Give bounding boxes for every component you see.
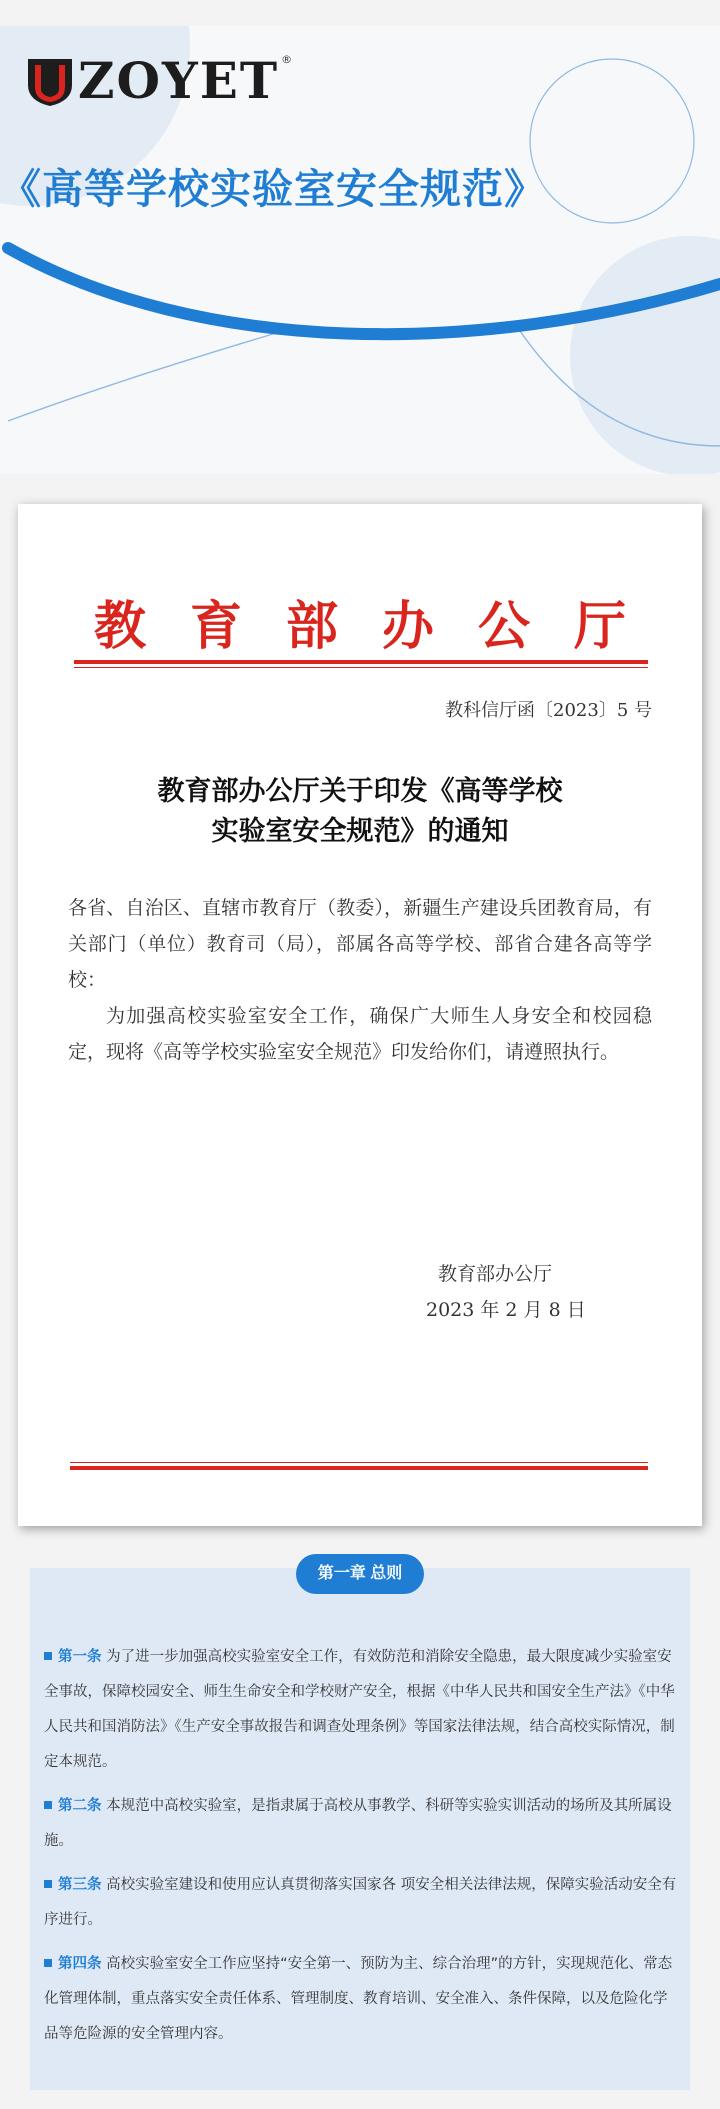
document-title [18,772,702,852]
article-item [44,1789,678,1859]
document-recipients: 各省、自治区、直辖市教育厅（教委），新疆生产建设兵团教育局，有关部门（单位）教育司（局），部属各高等学校、部省合建各高等学校： [68,897,652,991]
footer-rule-thin [70,1462,648,1463]
document-title-line2: 实验室安全规范》的通知 [211,816,509,847]
article-item [44,1640,678,1780]
bullet-square-icon [44,1959,52,1967]
header-rule-thin [74,667,648,668]
article-item [44,1868,678,1938]
article-text: 高校实验室安全工作应坚持“安全第一、预防为主、综合治理”的方针，实现规范化、常态化管理体制，重点落实安全责任体系、管理制度、教育培训、安全准入、条件保障，以及危险化学品等危险源的安全管理内容。 [44,1956,673,2042]
document-paragraph: 为加强高校实验室安全工作，确保广大师生人身安全和校园稳定，现将《高等学校实验室安全规范》印发给你们，请遵照执行。 [68,1005,652,1063]
zoyet-shield-icon [26,55,74,107]
article-text: 高校实验室建设和使用应认真贯彻落实国家各 项安全相关法律法规，保障实验活动安全有序进行。 [44,1877,677,1928]
article-item [44,1947,678,2052]
official-document [18,504,702,1526]
document-number: 教科信厅函〔2023〕5 号 [445,700,652,721]
brand-name: ZOYET [78,51,280,110]
document-signature-block [426,1256,586,1328]
bullet-square-icon [44,1880,52,1888]
registered-mark: ® [281,52,293,66]
article-list [44,1640,678,2061]
article-text: 为了进一步加强高校实验室安全工作，有效防范和消除安全隐患，最大限度减少实验室安全事故，保障校园安全、师生生命安全和学校财产安全，根据《中华人民共和国安全生产法》《中华人民共和国消防法》《生产安全事故报告和调查处理条例》等国家法律法规，结合高校实际情况，制定本规范。 [44,1649,675,1770]
document-title-line1: 教育部办公厅关于印发《高等学校 [157,776,563,807]
bullet-square-icon [44,1652,52,1660]
article-text: 本规范中高校实验室，是指隶属于高校从事教学、科研等实验实训活动的场所及其所属设施。 [44,1798,672,1849]
article-label: 第三条 [58,1877,102,1893]
banner [0,26,720,474]
bullet-square-icon [44,1801,52,1809]
document-header: 教育部办公厅 [93,596,670,657]
header-rule-thick [74,660,648,664]
article-label: 第一条 [58,1649,102,1665]
footer-rule-thick [70,1466,648,1470]
brand-logo [26,46,292,116]
banner-title: 《高等学校实验室安全规范》 [0,165,546,213]
document-date: 2023 年 2 月 8 日 [426,1299,586,1321]
article-label: 第二条 [58,1798,102,1814]
document-body [68,890,652,1070]
article-label: 第四条 [58,1956,102,1972]
chapter-title-badge: 第一章 总则 [296,1554,424,1594]
chapter-section [30,1565,690,2090]
document-signature: 教育部办公厅 [438,1263,553,1285]
